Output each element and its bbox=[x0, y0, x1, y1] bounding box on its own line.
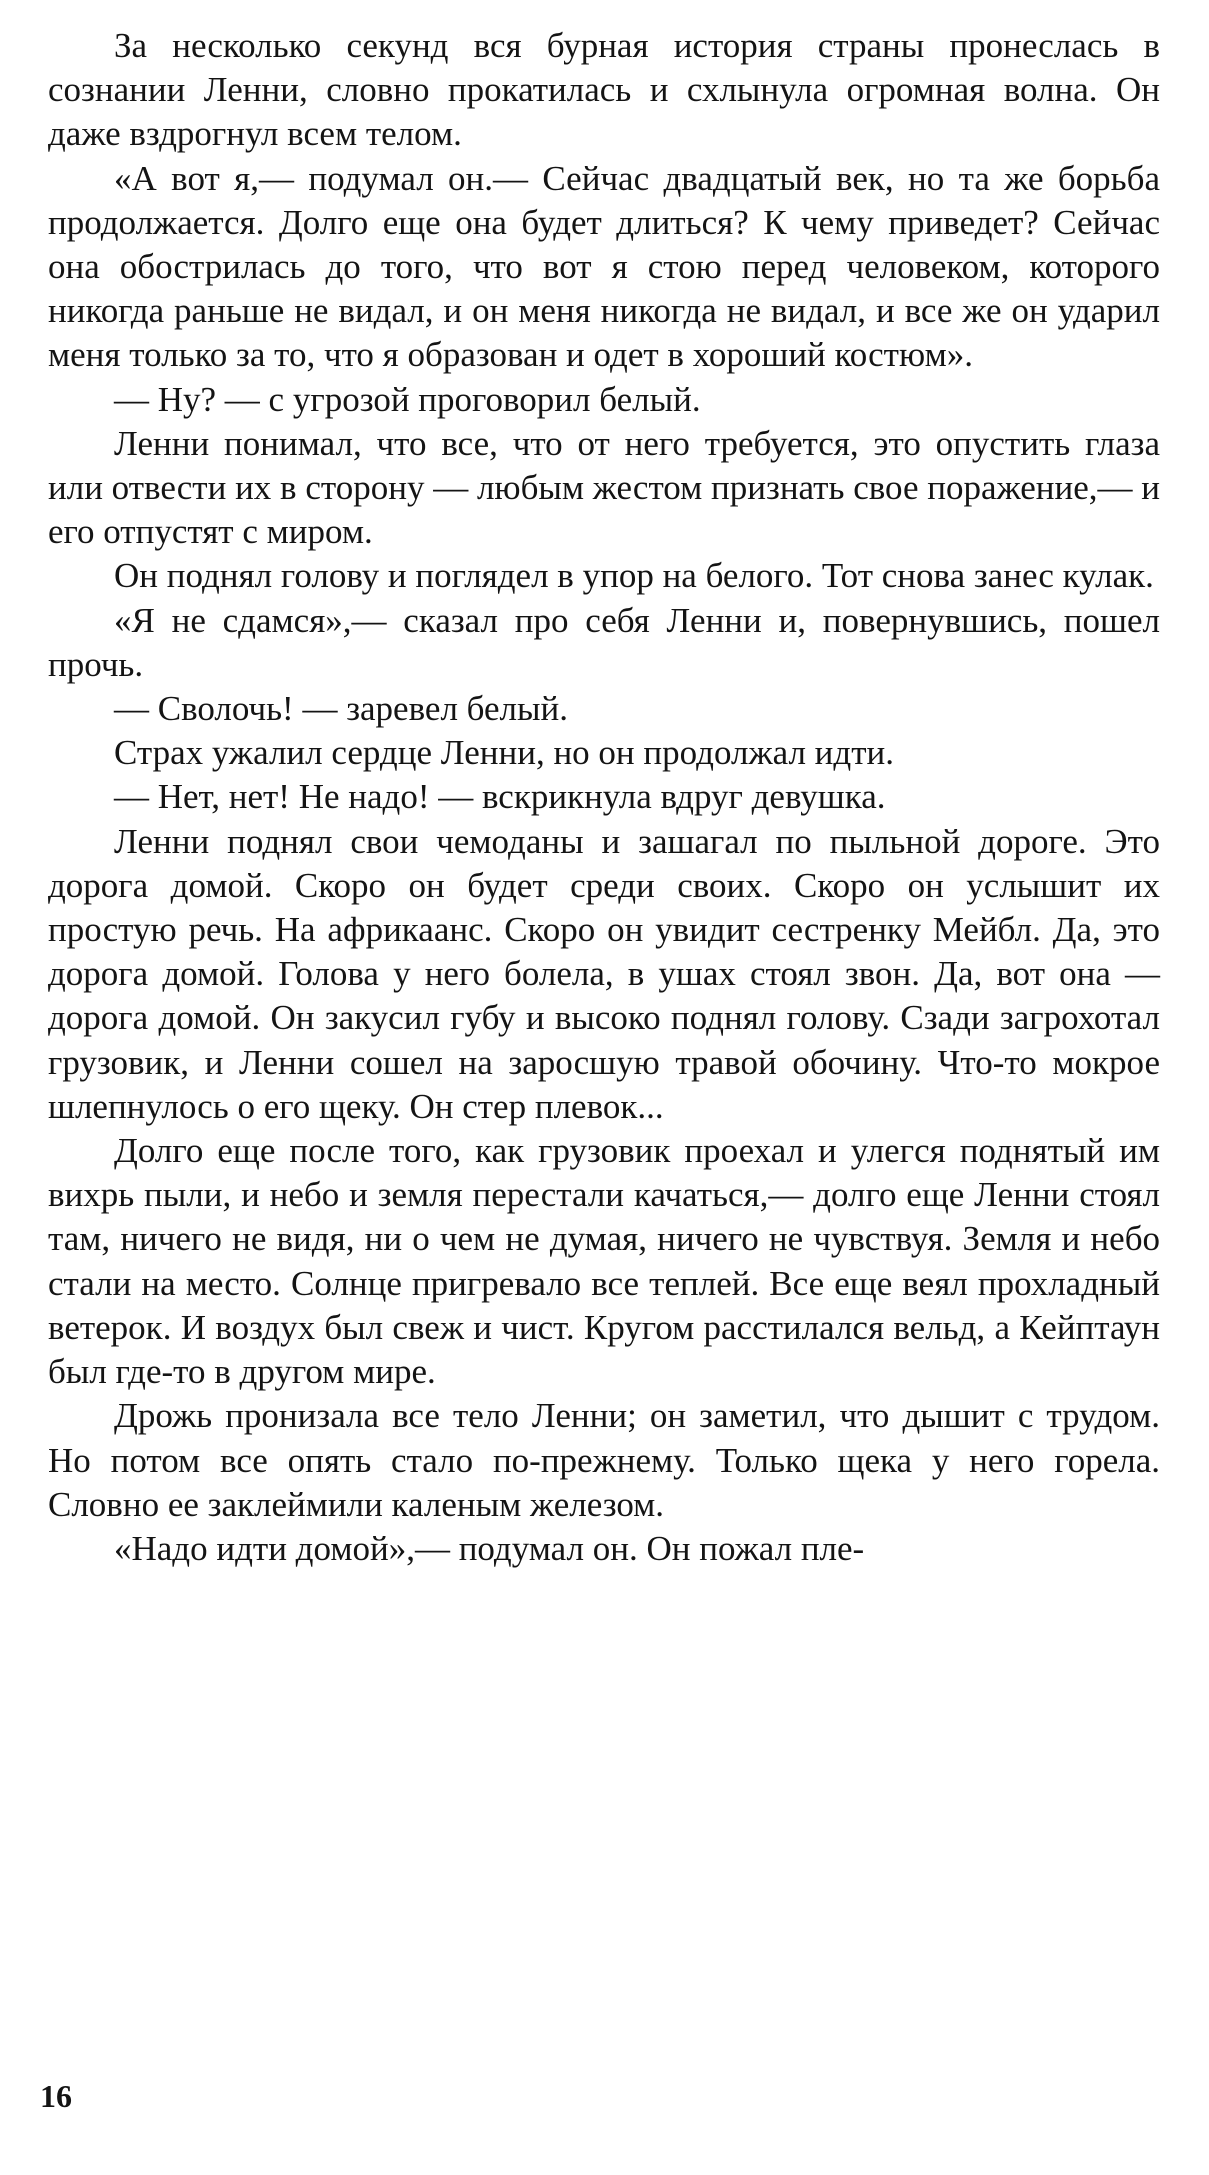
page-number: 16 bbox=[40, 2078, 72, 2114]
paragraph-6: «Я не сдамся»,— сказал про себя Ленни и, повернувшись, пошел прочь. bbox=[48, 600, 1160, 684]
paragraph-9: — Нет, нет! Не надо! — вскрикнула вдруг девушка. bbox=[114, 777, 886, 817]
paragraph-1: За несколько секунд вся бурная история страны пронеслась в сознании Ленни, словно прокатилась и схлынула огромная волна. Он даже вздрогнул всем телом. bbox=[48, 26, 1160, 154]
paragraph-13: «Надо идти домой»,— подумал он. Он пожал пле- bbox=[114, 1528, 865, 1568]
paragraph-2: «А вот я,— подумал он.— Сейчас двадцатый век, но та же борьба продолжается. Долго еще она будет длиться? К чему приведет? Сейчас она обострилась до того, что вот я стою перед человеком, которого никогда раньше не видал, и он меня никогда не видал, и все же он ударил меня только за то, что я образован и одет в хороший костюм». bbox=[48, 158, 1160, 375]
paragraph-4: Ленни понимал, что все, что от него требуется, это опустить глаза или отвести их в сторону — любым жестом признать свое поражение,— и его отпустят с миром. bbox=[48, 423, 1160, 552]
page-body-text bbox=[48, 24, 1160, 1571]
paragraph-8: Страх ужалил сердце Ленни, но он продолжал идти. bbox=[114, 733, 894, 773]
paragraph-7: — Сволочь! — заревел белый. bbox=[114, 689, 569, 729]
paragraph-12: Дрожь пронизала все тело Ленни; он заметил, что дышит с трудом. Но потом все опять стало по-прежнему. Только щека у него горела. Словно ее заклеймили каленым железом. bbox=[48, 1396, 1160, 1524]
paragraph-10: Ленни поднял свои чемоданы и зашагал по пыльной дороге. Это дорога домой. Скоро он будет среди своих. Скоро он услышит их простую речь. На африкаанс. Скоро он увидит сестренку Мейбл. Да, это дорога домой. Голова у него болела, в ушах стоял звон. Да, вот она — дорога домой. Он закусил губу и высоко поднял голову. Сзади загрохотал грузовик, и Ленни сошел на заросшую травой обочину. Что-то мокрое шлепнулось о его щеку. Он стер плевок... bbox=[48, 821, 1160, 1126]
paragraph-11: Долго еще после того, как грузовик проехал и улегся поднятый им вихрь пыли, и небо и земля перестали качаться,— долго еще Ленни стоял там, ничего не видя, ни о чем не думая, ничего не чувствуя. Земля и небо стали на место. Солнце пригревало все теплей. Все еще веял прохладный ветерок. И воздух был свеж и чист. Кругом расстилался вельд, а Кейптаун был где-то в другом мире. bbox=[48, 1131, 1160, 1392]
paragraph-5: Он поднял голову и поглядел в упор на белого. Тот снова занес кулак. bbox=[114, 556, 1154, 596]
paragraph-3: — Ну? — с угрозой проговорил белый. bbox=[114, 379, 701, 419]
